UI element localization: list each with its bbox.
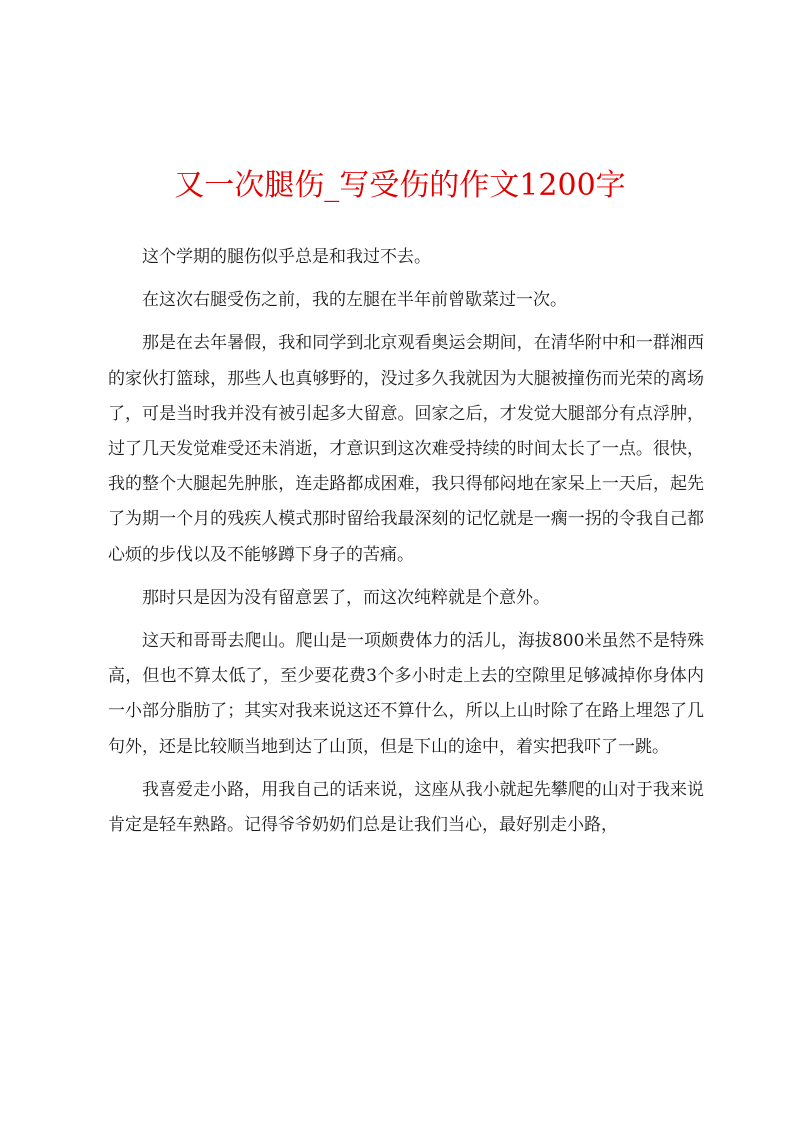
paragraph: 这个学期的腿伤似乎总是和我过不去。 [142, 247, 431, 267]
paragraph: 这天和哥哥去爬山。爬山是一项颇费体力的活儿，海拔800米虽然不是特殊高，但也不算太低了，至少要花费3个多小时走上去的空隙里足够减掉你身体内一小部分脂肪了；其实对我来说这还不算什么，所以上山时除了在路上埋怨了几句外，还是比较顺当地到达了山顶，但是下山的途中，着实把我吓了一跳。 [108, 631, 704, 757]
document-title: 又一次腿伤_写受伤的作文1200字 [174, 168, 626, 203]
document-body [108, 240, 704, 851]
paragraph: 那时只是因为没有留意罢了，而这次纯粹就是个意外。 [142, 587, 550, 608]
paragraph: 我喜爱走小路，用我自己的话来说，这座从我小就起先攀爬的山对于我来说肯定是轻车熟路。记得爷爷奶奶们总是让我们当心，最好别走小路， [108, 779, 704, 836]
paragraph: 那是在去年暑假，我和同学到北京观看奥运会期间，在清华附中和一群湘西的家伙打篮球，那些人也真够野的，没过多久我就因为大腿被撞伤而光荣的离场了，可是当时我并没有被引起多大留意。回家之后，才发觉大腿部分有点浮肿，过了几天发觉难受还未消逝，才意识到这次难受持续的时间太长了一点。很快，我的整个大腿起先肿胀，连走路都成困难，我只得郁闷地在家呆上一天后，起先了为期一个月的残疾人模式那时留给我最深刻的记忆就是一瘸一拐的令我自己都心烦的步伐以及不能够蹲下身子的苦痛。 [108, 333, 704, 565]
paragraph: 在这次右腿受伤之前，我的左腿在半年前曾歇菜过一次。 [142, 290, 567, 311]
